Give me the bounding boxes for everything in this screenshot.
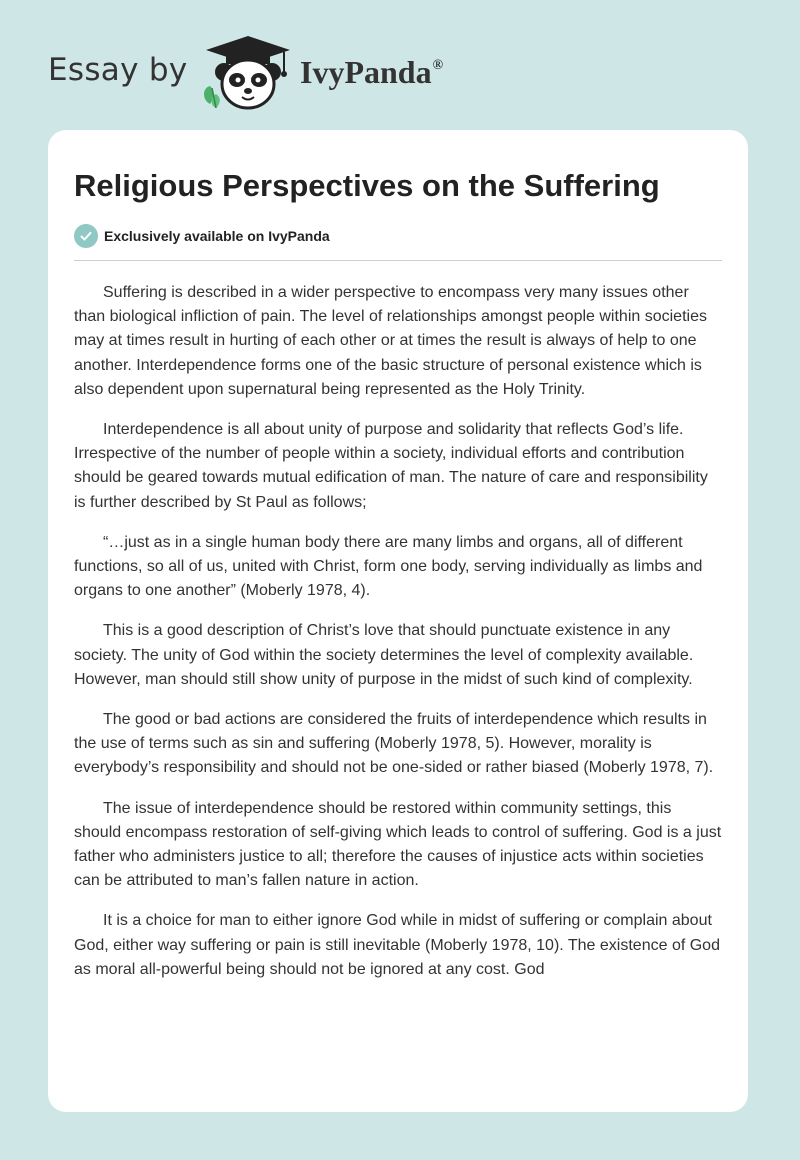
badge-label: Exclusively available on IvyPanda (104, 228, 330, 244)
panda-mascot-icon (200, 34, 296, 110)
paragraph: This is a good description of Christ’s love that should punctuate existence in any society. The unity of God within the society determines the level of complexity available. However, man should still show unity of purpose in the midst of such kind of complexity. (74, 622, 694, 688)
article-card (48, 130, 748, 1112)
check-icon (74, 224, 98, 248)
ivypanda-logo[interactable] (200, 34, 296, 110)
quote-paragraph: “…just as in a single human body there are many limbs and organs, all of different functions, so all of us, united with Christ, form one body, serving individually as limbs and organs to one another” (Moberly 1978, 4). (74, 533, 703, 600)
paragraph: The good or bad actions are considered the fruits of interdependence which results in the use of terms such as sin and suffering (Moberly 1978, 5). However, morality is everybody’s responsibility and should not be one-sided or rather biased (Moberly 1978, 7). (74, 711, 714, 777)
exclusive-badge (74, 224, 722, 248)
divider (74, 260, 722, 261)
registered-mark: ® (432, 58, 444, 73)
essay-by-label: Essay by (48, 52, 188, 88)
article-body (74, 281, 722, 982)
paragraph: The issue of interdependence should be restored within community settings, this should encompass restoration of self-giving which leads to control of suffering. God is a just father who administers justice to all; therefore the causes of injustice acts within societies can be attributed to man’s fallen nature in action. (74, 799, 722, 890)
paragraph: It is a choice for man to either ignore God while in midst of suffering or complain about God, either way suffering or pain is still inevitable (Moberly 1978, 10). The existence of God as moral all-powerful being should not be ignored at any cost. God (74, 912, 720, 978)
brand-name (300, 54, 443, 91)
page-title: Religious Perspectives on the Suffering (74, 168, 660, 203)
brand-text: IvyPanda (300, 54, 432, 90)
paragraph: Interdependence is all about unity of purpose and solidarity that reflects God’s life. Irrespective of the number of people within a society, individual efforts and contribution should be geared towards mutual edification of man. The nature of care and responsibility is further described by St Paul as follows; (74, 421, 708, 511)
site-header (48, 34, 468, 114)
paragraph: Suffering is described in a wider perspective to encompass very many issues other than biological infliction of pain. The level of relationships amongst people within societies may at times result in hurting of each other or at times the result is always of help to one another. Interdependence forms one of the basic structure of personal existence which is also dependent upon supernatural being represented as the Holy Trinity. (74, 284, 707, 398)
